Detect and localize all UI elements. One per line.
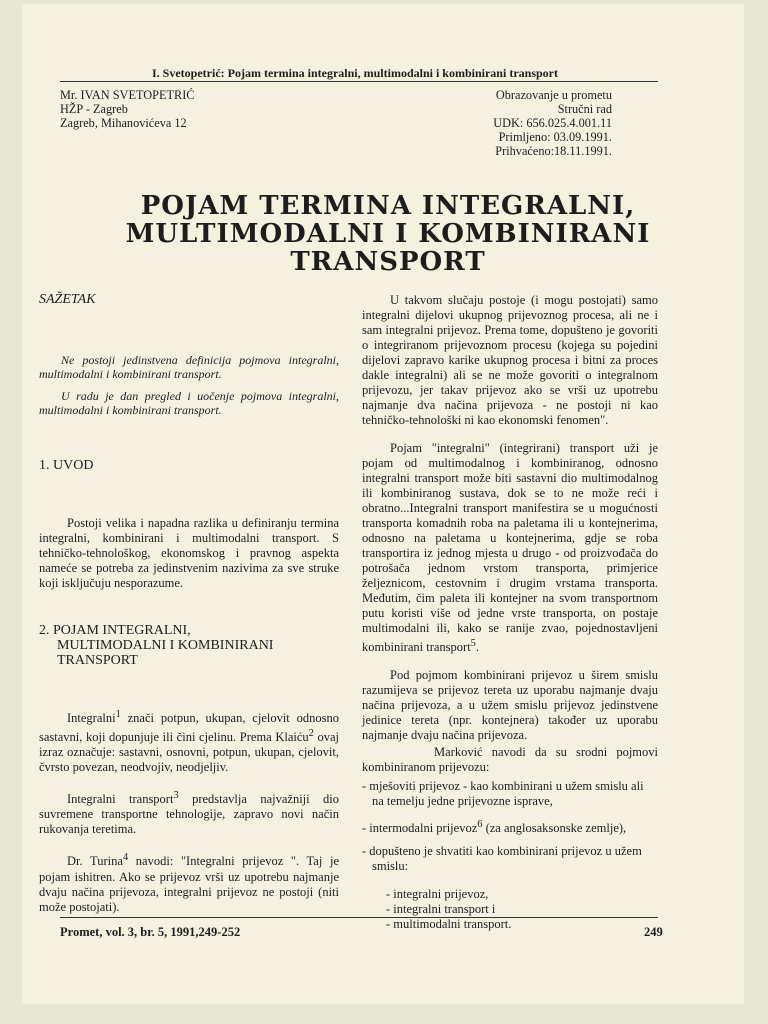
meta-type: Stručni rad [557,102,612,116]
abstract-p1: Ne postoji jedinstvena definicija pojmova integralni, multimodalni i kombinirani transport. [39,353,339,381]
list-item: - dopušteno je shvatiti kao kombinirani prijevoz u užem smislu: [362,844,642,874]
right-p3: Pod pojmom kombinirani prijevoz u širem smislu razumijeva se prijevoz tereta uz uporabu najmanje dvaju načina prijevoza, a u užem smislu prijevoz jedinstvene jedinice tereta (npr. kontejnera) također uz uporabu najmanje dvaju načina prijevoza. [362,668,658,743]
article-title [60,192,716,276]
page-number: 249 [644,925,663,939]
header-rule [60,81,658,82]
section-2-heading-l1: 2. POJAM INTEGRALNI, [39,623,191,638]
section-2-heading-l3: TRANSPORT [57,653,138,668]
title-line-2: MULTIMODALNI I KOMBINIRANI [125,219,651,249]
paper-page [22,4,744,1004]
article-meta [493,88,612,158]
section-2-body [39,707,339,915]
footnote-ref: 2 [308,728,314,740]
title-line-1: POJAM TERMINA INTEGRALNI, [140,191,636,221]
meta-received: Primljeno: 03.09.1991. [498,130,612,144]
list-item: - mješoviti prijevoz - kao kombinirani u užem smislu ali na temelju jedne prijevozne isprave, [362,779,644,809]
author-block [60,88,195,130]
running-head: I. Svetopetrić: Pojam termina integralni, multimodalni i kombinirani transport [152,66,558,80]
sub-list-item: - integralni transport i [386,902,496,917]
footnote-ref: 3 [173,790,179,802]
author-address: Zagreb, Mihanovićeva 12 [60,116,187,130]
section-2-heading-l2: MULTIMODALNI I KOMBINIRANI [57,638,274,653]
sub-list-item: - integralni prijevoz, [386,887,489,902]
footer-rule [60,917,658,918]
abstract-body [39,353,339,417]
meta-category: Obrazovanje u prometu [495,88,612,102]
right-p4: Marković navodi da su srodni pojmovi kombiniranom prijevozu: [362,745,658,775]
footnote-ref: 6 [477,819,483,831]
list-item: - intermodalni prijevoz$^6$ (za anglosaksonske zemlje), [362,819,627,836]
right-column [362,293,658,932]
meta-udk: UDK: 656.025.4.001.11 [493,116,612,130]
journal-citation: Promet, vol. 3, br. 5, 1991,249-252 [60,925,241,939]
author-org: HŽP - Zagreb [60,102,128,116]
right-p2: Pojam "integralni" (integrirani) transport uži je pojam od multimodalnog i kombiniranog, odnosno integralni transport može biti sastavni dio multimodalnog ili kombiniranog sustava, dok se to ne može reći i obratno...Integralni transport manifestira se u mogućnosti transporta komadnih roba na paletama ili u kontejnerima, odnosno na paletama u kontejnerima, gdje se roba transportira iz jednog mjesta u drugo - od proizvođača do potrošača jednom vrstom transporta, primjerice željeznicom, cestovnim i drugim vrstama transporta. Međutim, čim paleta ili kontejner na svom transportnom putu koristi više od jedne vrste transporta, on postaje multimodalni ili, kako se ranije zvao, pojednostavljeni kombinirani transport$^5$. [362,441,658,655]
meta-accepted: Prihvaćeno:18.11.1991. [495,144,612,158]
abstract-p2: U radu je dan pregled i uočenje pojmova integralni, multimodalni i kombinirani transport. [39,389,339,417]
footnote-ref: 5 [470,638,476,649]
sub-list-item: - multimodalni transport. [386,917,512,932]
right-p1: U takvom slučaju postoje (i mogu postojati) samo integralni dijelovi ukupnog prijevoznog procesa, ali ne i sam integralni prijevoz. Prema tome, dopušteno je govoriti o integriranom prijevoznom procesu (kojega su pojedini dijelovi zapravo karike ukupnog procesa i bitni za proces dakle integralni) ali se ne može govoriti o integralnom prijevozu, jer takav prijevoz ako se vrši uz upotrebu najmanje dva načina prijevoza - ne postoji ni kao tehničko-tehnološki ni kao ekonomski fenomen". [362,293,658,427]
title-line-3: TRANSPORT [290,247,486,277]
section-1-p1: Postoji velika i napadna razlika u definiranju termina integralni, kombinirani i multimodalni transport. S tehničko-tehnološkog, ekonomskog i pravnog aspekta nameće se potreba za jedinstvenim nazivima za sve struke koji isključuju nesporazume. [39,516,339,590]
sub-list [362,887,658,932]
author-name: Mr. IVAN SVETOPETRIĆ [60,88,195,102]
section-2-p2: Integralni transport$^3$ predstavlja najvažniji dio suvremene transportne tehnologije, zapravo novi način rukovanja teretima. [39,790,339,837]
footnote-ref: 4 [122,852,129,864]
related-terms-list [362,779,658,874]
abstract-heading: SAŽETAK [39,292,96,307]
section-1-body [39,516,339,591]
section-2-p1: Integralni$^1$ znači potpun, ukupan, cjelovit odnosno sastavni, koji dopunjuje ili čini cjelinu. Prema Klaiću$^2$ ovaj izraz označuje: sastavni, osnovni, potpun, ukupan, cjelovit, čvrsto povezan, neodvojiv, neodjeljiv. [39,709,339,775]
section-1-heading: 1. UVOD [39,458,94,473]
footnote-ref: 1 [115,709,121,720]
section-2-heading [39,623,273,668]
section-2-p3: Dr. Turina$^4$ navodi: "Integralni prijevoz ". Taj je pojam ishitren. Ako se prijevoz vrši uz upotrebu najmanje dvaju načina prijevoza, integralni prijevoz ne postoji (niti može postojati). [39,852,339,914]
